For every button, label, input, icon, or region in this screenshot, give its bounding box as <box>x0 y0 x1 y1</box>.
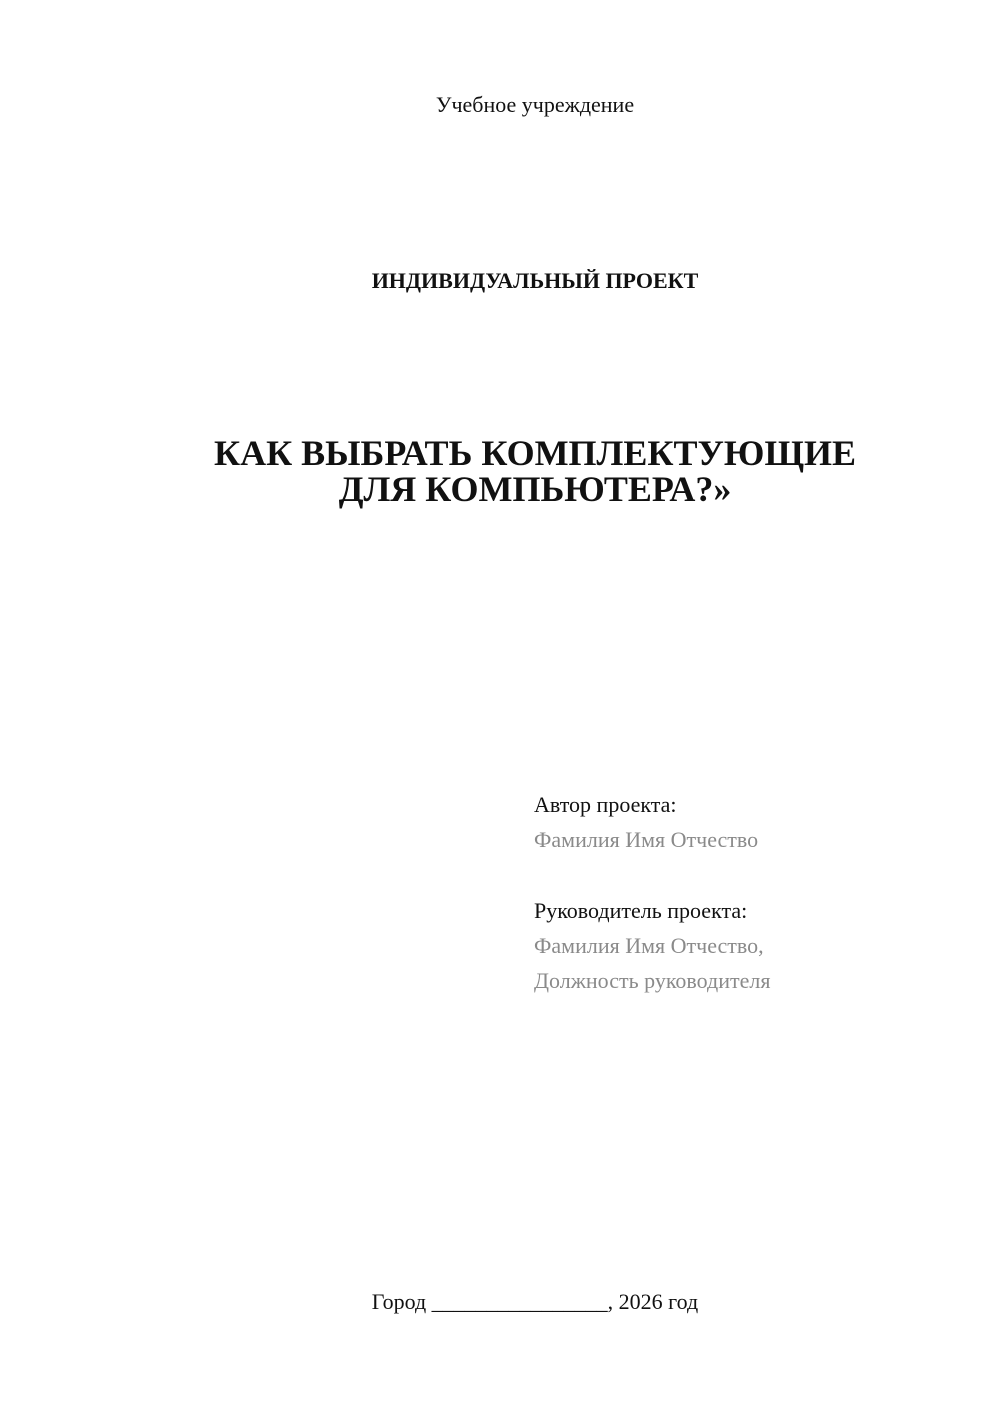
supervisor-position-placeholder: Должность руководителя <box>534 968 771 993</box>
project-title-line-2: ДЛЯ КОМПЬЮТЕРА?» <box>338 469 732 509</box>
author-name-placeholder: Фамилия Имя Отчество <box>534 827 759 852</box>
author-block <box>534 787 758 857</box>
author-label: Автор проекта: <box>534 792 677 817</box>
supervisor-name-placeholder: Фамилия Имя Отчество, <box>534 933 764 958</box>
project-title-line-1: КАК ВЫБРАТЬ КОМПЛЕКТУЮЩИЕ <box>213 433 857 473</box>
supervisor-label: Руководитель проекта: <box>534 898 748 923</box>
project-title <box>0 435 1000 507</box>
city-year-line: Город ________________, 2026 год <box>371 1289 699 1314</box>
institution-name: Учебное учреждение <box>435 92 635 117</box>
project-type-heading: ИНДИВИДУАЛЬНЫЙ ПРОЕКТ <box>371 268 699 293</box>
supervisor-block <box>534 893 770 998</box>
